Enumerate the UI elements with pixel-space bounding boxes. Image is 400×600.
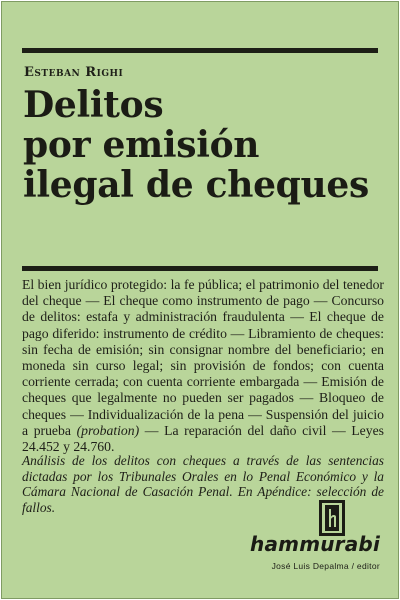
book-cover	[1, 1, 399, 599]
publisher-editor: José Luis Depalma / editor	[271, 561, 380, 571]
summary-italic-term: (probation)	[76, 422, 140, 438]
middle-rule	[22, 266, 378, 271]
title-line-2: por emisión	[23, 124, 260, 166]
book-title	[23, 85, 393, 205]
summary-tail: — La reparación del daño civil — Leyes 24.452 y 24.760.	[22, 422, 384, 455]
publisher-name: hammurabi	[250, 532, 380, 556]
title-line-3: ilegal de cheques	[23, 164, 369, 206]
analysis-note: Análisis de los delitos con cheques a través de las sentencias dictadas por los Tribunales Orales en lo Penal Económico y la Cámara Nacional de Casación Penal. En Apéndice: selección de fallos.	[22, 453, 384, 515]
title-line-1: Delitos	[23, 84, 164, 126]
top-rule	[22, 48, 378, 53]
contents-summary	[22, 277, 384, 455]
publisher-logo-icon	[319, 500, 345, 536]
summary-text: El bien jurídico protegido: la fe pública; el patrimonio del tenedor del cheque — El cheque como instrumento de pago — Concurso de delitos: estafa y administración fraudulenta — El cheque de pago diferido: instrumento de crédito — Libramiento de cheques: sin fecha de emisión; sin consignar nombre del beneficiario; en moneda sin curso legal; sin provisión de fondos; con cuenta corriente cerrada; con cuenta corriente embargada — Emisión de cheques que legalmente no pueden ser pagados — Bloqueo de cheques — Individualización de la pena — Suspensión del juicio a prueba	[22, 277, 384, 438]
author-name: Esteban Righi	[24, 65, 124, 80]
